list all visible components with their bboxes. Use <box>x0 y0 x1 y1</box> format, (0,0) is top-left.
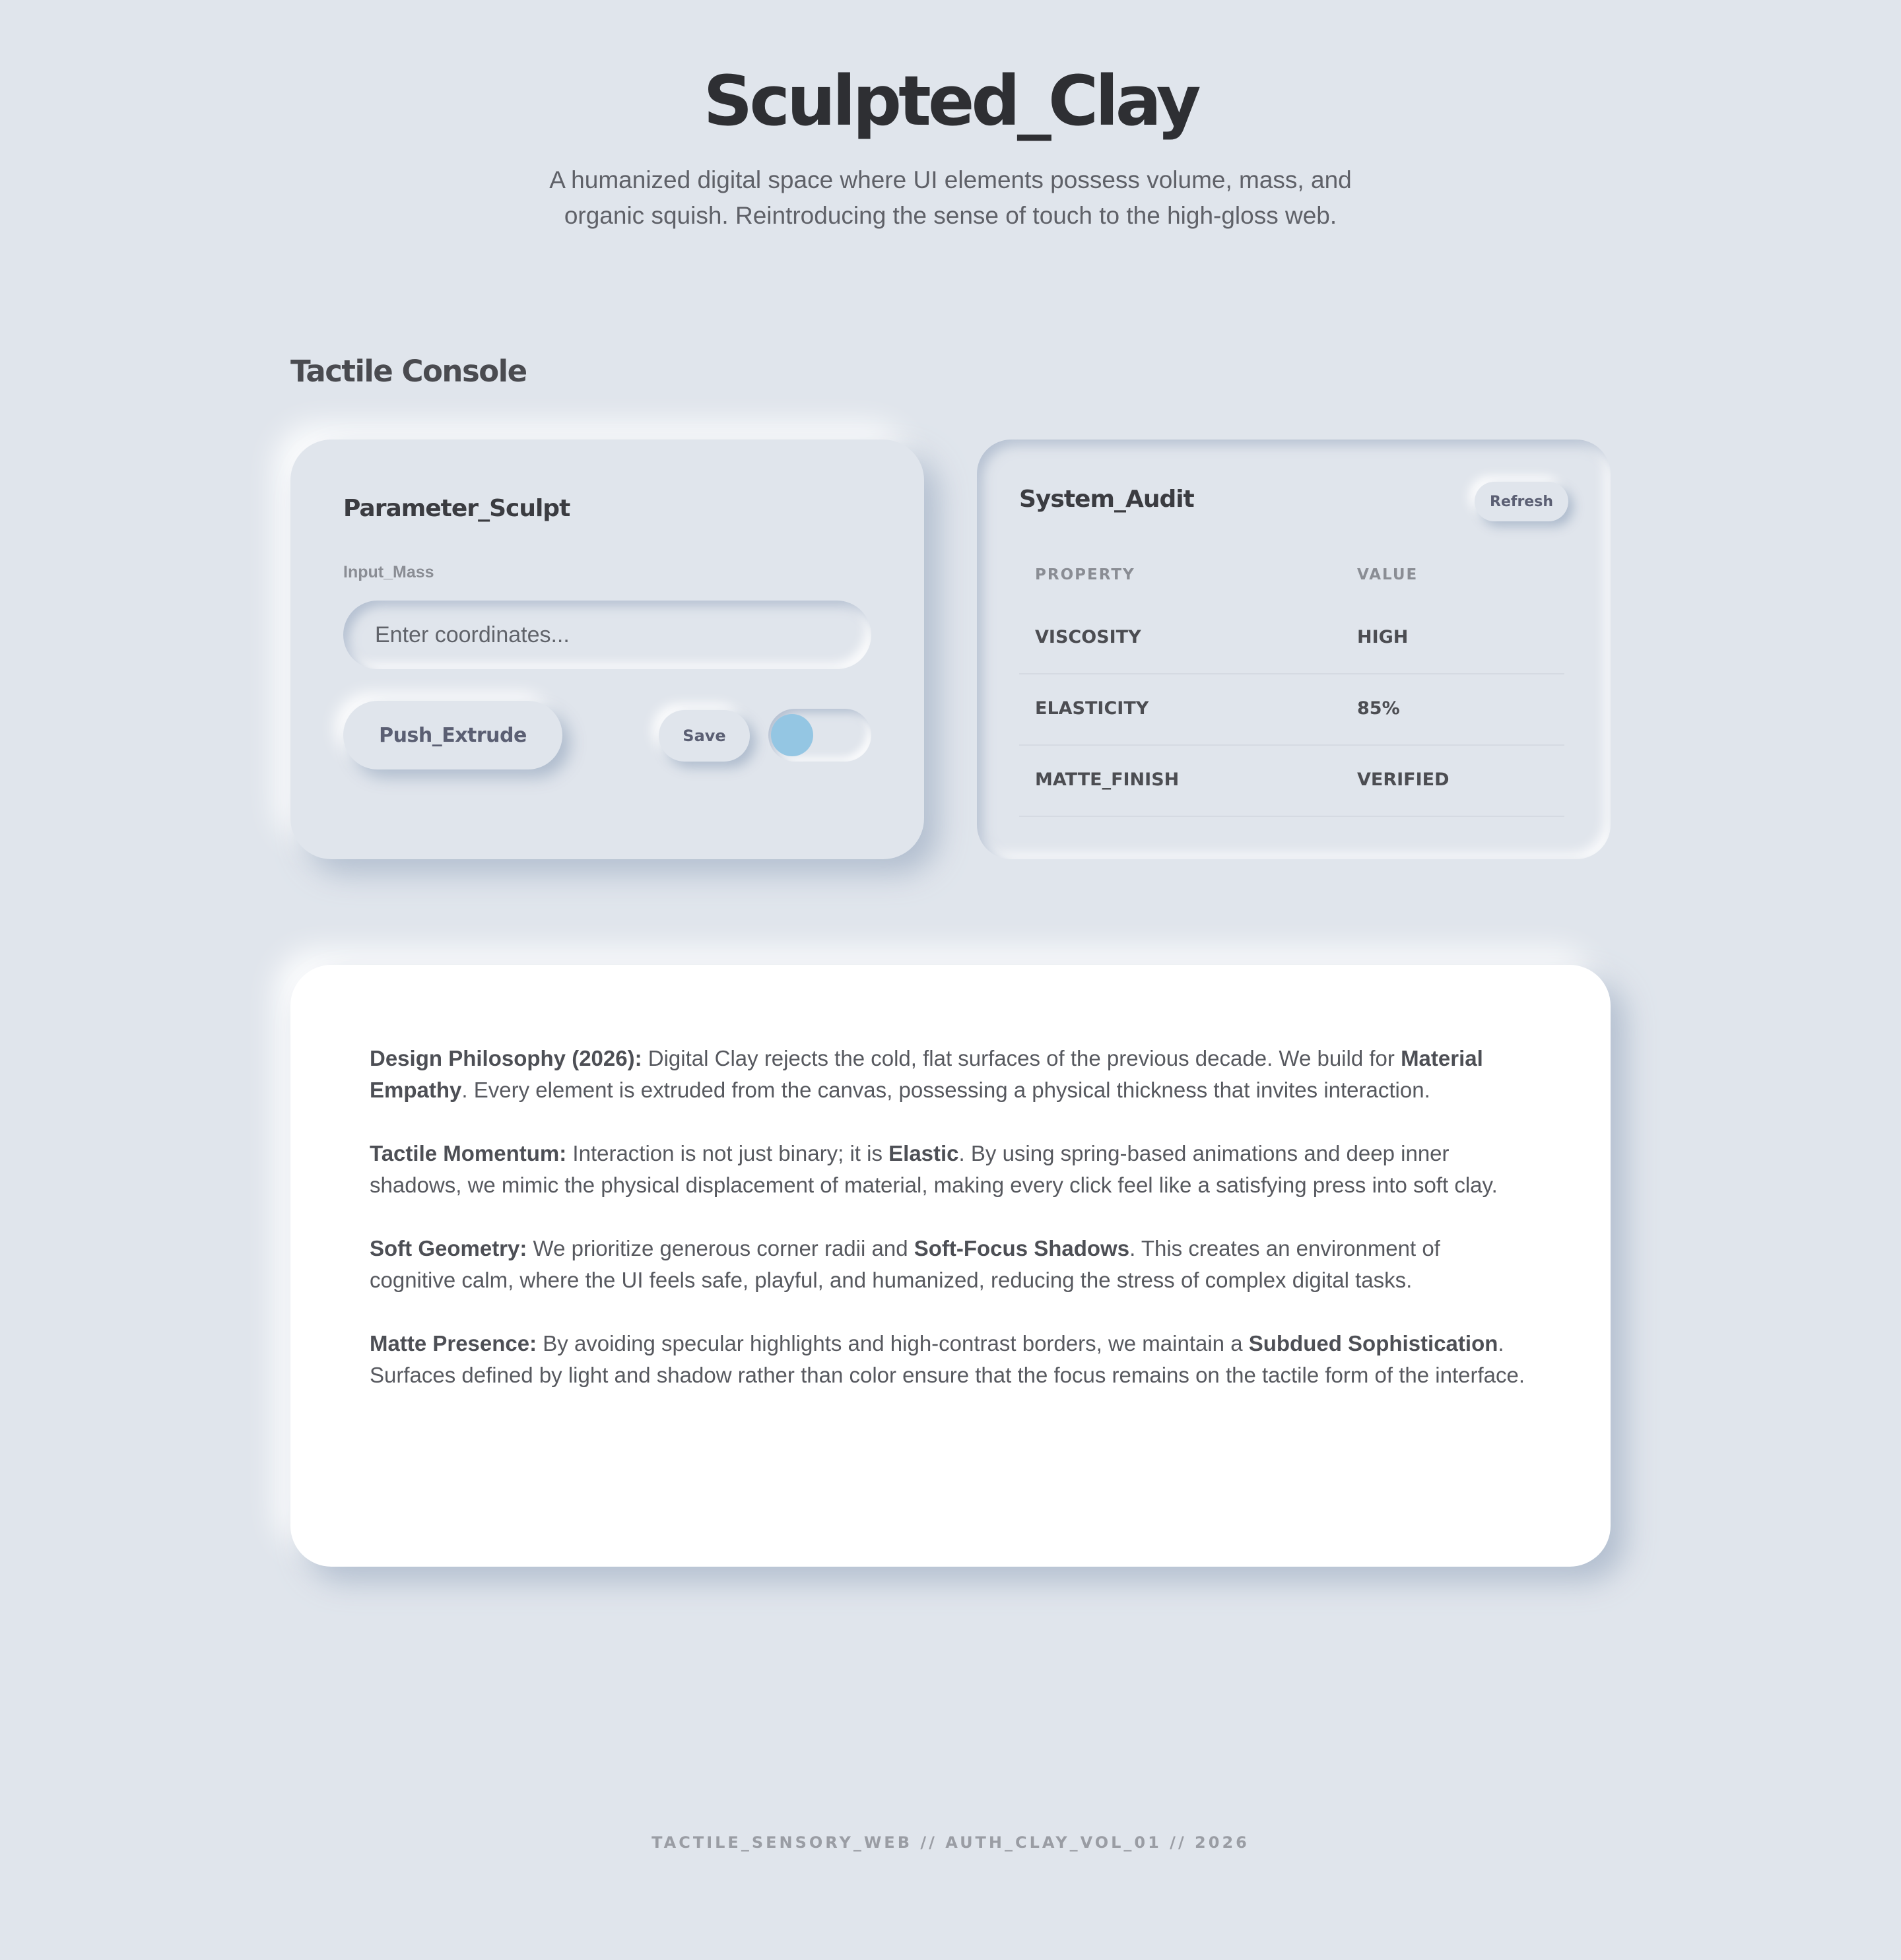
toggle-knob <box>771 714 813 756</box>
audit-card-title: System_Audit <box>1019 486 1194 513</box>
philosophy-paragraph: Tactile Momentum: Interaction is not just binary; it is Elastic. By using spring-based animations and deep inner shadows, we mimic the physical displacement of material, making every click feel like a satisfying press into soft clay. <box>370 1141 1498 1197</box>
table-cell-value: 85% <box>1357 698 1400 719</box>
page-title: Sculpted_Clay <box>703 61 1198 141</box>
section-title: Tactile Console <box>290 354 527 389</box>
refresh-button[interactable]: Refresh <box>1475 482 1568 521</box>
philosophy-text <box>370 1043 1531 1423</box>
table-cell-property: MATTE_FINISH <box>1035 769 1180 790</box>
footer-text: TACTILE_SENSORY_WEB // AUTH_CLAY_VOL_01 // 2026 <box>651 1833 1250 1852</box>
coordinates-input[interactable] <box>343 601 871 669</box>
parameter-card-title: Parameter_Sculpt <box>343 495 570 522</box>
push-extrude-button[interactable]: Push_Extrude <box>343 701 562 769</box>
philosophy-paragraph: Soft Geometry: We prioritize generous corner radii and Soft-Focus Shadows. This creates an environment of cognitive calm, where the UI feels safe, playful, and humanized, reducing the stress of complex digital tasks. <box>370 1236 1440 1292</box>
row-divider <box>1019 816 1564 817</box>
row-divider <box>1019 744 1564 746</box>
row-divider <box>1019 673 1564 674</box>
page-subtitle: A humanized digital space where UI elements possess volume, mass, and organic squish. Reintroducing the sense of touch to the high-gloss web. <box>549 166 1352 229</box>
column-header-property: PROPERTY <box>1035 566 1135 583</box>
table-cell-property: ELASTICITY <box>1035 698 1149 719</box>
table-cell-value: HIGH <box>1357 627 1409 647</box>
philosophy-paragraph: Design Philosophy (2026): Digital Clay rejects the cold, flat surfaces of the previous decade. We build for Material Empathy. Every element is extruded from the canvas, possessing a physical thickness that invites interaction. <box>370 1046 1483 1102</box>
save-button[interactable]: Save <box>659 710 750 762</box>
input-mass-label: Input_Mass <box>343 563 434 581</box>
philosophy-paragraph: Matte Presence: By avoiding specular highlights and high-contrast borders, we maintain a Subdued Sophistication. Surfaces defined by light and shadow rather than color ensure that the focus remains on the tactile form of the interface. <box>370 1331 1525 1387</box>
toggle-switch[interactable] <box>768 709 871 762</box>
table-cell-property: VISCOSITY <box>1035 627 1141 647</box>
column-header-value: VALUE <box>1357 566 1418 583</box>
table-cell-value: VERIFIED <box>1357 769 1450 790</box>
